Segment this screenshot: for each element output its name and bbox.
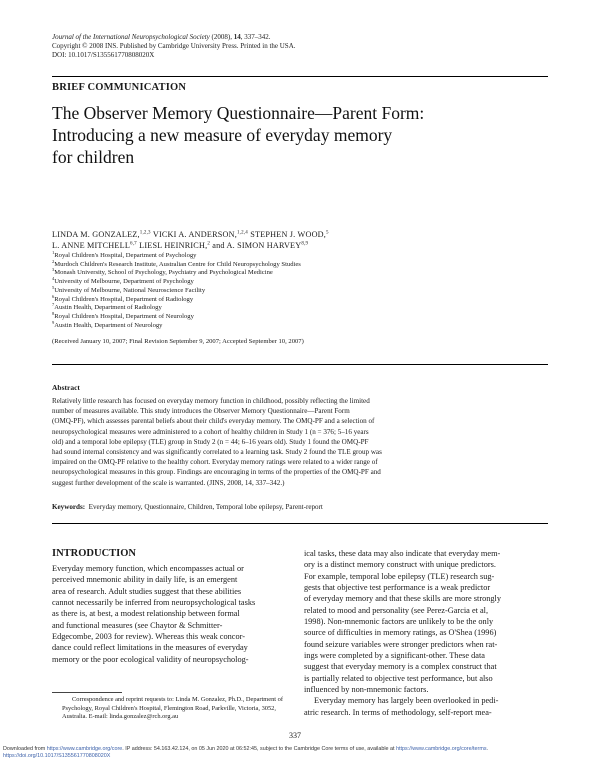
affiliation-item: $^6$Royal Children's Hospital, Department of Radiology xyxy=(52,293,194,303)
affiliation-list xyxy=(52,249,552,330)
author-name: L. ANNE MITCHELL xyxy=(52,241,131,250)
terms-link[interactable]: https://www.cambridge.org/core/terms xyxy=(396,746,487,752)
abstract-line: neuropsychological measures in this group. Findings are encouraging in terms of the properties of the OMQ-PF and xyxy=(52,468,381,477)
journal-header xyxy=(52,33,296,60)
author-sup: 8,9 xyxy=(301,241,309,247)
abstract-bottom-rule xyxy=(52,523,548,524)
page-number: 337 xyxy=(289,731,301,740)
body-line: source of difficulties in memory ratings, as O'Shea (1996) xyxy=(304,628,497,638)
body-line: dance could reflect limitations in the measures of everyday xyxy=(52,643,248,653)
body-line: suggest that everyday memory is a complex construct that xyxy=(304,662,497,672)
title-line: Introducing a new measure of everyday memory xyxy=(52,125,393,145)
doi-line: DOI: 10.1017/S135561770808020X xyxy=(52,51,155,59)
author-line xyxy=(52,240,552,251)
copyright-line: Copyright © 2008 INS. Published by Cambridge University Press. Printed in the USA. xyxy=(52,42,296,50)
body-line: as there is, at best, a modest relationship between formal xyxy=(52,609,240,619)
affiliation-item: $^7$Austin Health, Department of Radiology xyxy=(52,302,162,312)
author-name: LINDA M. GONZALEZ, xyxy=(52,230,140,239)
download-notice: Downloaded from https://www.cambridge.org/core. IP address: 54.163.42.124, on 05 Jun 2020 at 06:52:45, subject to the Cambridge Core terms of use, available at https://www.cambridge.org/core/terms. https://doi.org/10.1017/S135561770808020X xyxy=(3,746,489,760)
received-dates: (Received January 10, 2007; Final Revision September 9, 2007; Accepted September 10, 2007) xyxy=(52,338,304,345)
body-line: ical tasks, these data may also indicate that everyday mem- xyxy=(304,549,501,558)
author-sup: 2 xyxy=(207,241,211,247)
body-line: Everyday memory has largely been overlooked in pedi- xyxy=(314,696,499,706)
keywords-text: Everyday memory, Questionnaire, Children, Temporal lobe epilepsy, Parent-report xyxy=(88,503,323,511)
doi-link[interactable]: https://doi.org/10.1017/S135561770808020X xyxy=(3,753,111,760)
abstract-line: impaired on the OMQ-PF relative to the healthy cohort. Everyday memory ratings were related to a wider range of xyxy=(52,458,378,467)
article-title xyxy=(52,102,522,168)
abstract-line: Relatively little research has focused on everyday memory function in childhood, possibly reflecting the limited xyxy=(52,397,370,405)
author-sup: 1,2,4 xyxy=(236,230,248,236)
body-line: cannot necessarily be inferred from neuropsychological tasks xyxy=(52,598,256,608)
keywords-label: Keywords: xyxy=(52,503,86,511)
body-line: For example, temporal lobe epilepsy (TLE) research sug- xyxy=(304,571,495,581)
author-name: LIESL HEINRICH, xyxy=(136,241,208,250)
body-line: is partially related to objective test performance, but also xyxy=(304,673,493,683)
affiliation-item: $^8$Royal Children's Hospital, Department of Neurology xyxy=(52,310,194,320)
body-line: ory is a distinct memory construct with unique predictors. xyxy=(304,560,496,570)
header-rule xyxy=(52,76,548,77)
affiliation-item: $^1$Royal Children's Hospital, Department of Psychology xyxy=(52,249,197,259)
author-list xyxy=(52,229,552,251)
author-line xyxy=(52,229,552,240)
affiliation-item: $^4$University of Melbourne, Department of Psychology xyxy=(52,275,194,286)
left-column xyxy=(52,563,292,665)
body-line: and functional measures (see Chaytor & Schmitter- xyxy=(52,620,223,630)
abstract-line: (OMQ-PF), which assesses parental beliefs about their child's everyday memory. The OMQ-PF and a selection of xyxy=(52,417,375,426)
body-line: perceived mnemonic ability in daily life, is an emergent xyxy=(52,575,238,585)
affiliation-item: $^2$Murdoch Children's Research Institute, Australian Centre for Child Neuropsychology Studies xyxy=(52,258,301,268)
affiliation-item: $^5$University of Melbourne, National Neuroscience Facility xyxy=(52,284,206,294)
abstract-top-rule xyxy=(52,364,548,365)
body-line: 1998). Non-mnemonic factors are unlikely to be the only xyxy=(304,617,494,627)
body-line: atric research. In terms of methodology, self-report mea- xyxy=(304,707,492,717)
abstract-line: neuropsychological measures were administered to a cohort of healthy children in Study 1 (n = 376; 5–16 years xyxy=(52,427,369,436)
cambridge-core-link[interactable]: https://www.cambridge.org/core xyxy=(46,746,123,752)
abstract-line: number of measures available. This study introduces the Observer Memory Questionnaire—Parent Form xyxy=(52,407,350,416)
author-sup: 5 xyxy=(326,230,329,236)
footnote-rule xyxy=(52,692,122,693)
body-line: related to mood and personality (see Perez-Garcia et al, xyxy=(304,605,489,615)
body-line: Edgecombe, 2003 for review). Whereas this weak concor- xyxy=(52,632,245,642)
correspondence-footnote: Correspondence and reprint requests to: Linda M. Gonzalez, Ph.D., Department of Psychology, Royal Children's Hospital, Flemington Road, Parkville, Victoria, 3052, Australia. E-mail: linda.gonzalez@rch.org.au xyxy=(62,696,284,721)
title-line: The Observer Memory Questionnaire—Parent Form: xyxy=(52,103,425,123)
right-column xyxy=(304,548,546,718)
introduction-heading: INTRODUCTION xyxy=(52,548,137,559)
body-line: influenced by non-mnemonic factors. xyxy=(304,685,429,695)
body-line: ings were completed by a significant-other. These data xyxy=(304,651,485,661)
body-line: area of research. Adult studies suggest that these abilities xyxy=(52,586,242,596)
author-sup: 1,2,3 xyxy=(139,230,151,236)
abstract-heading: Abstract xyxy=(52,383,80,392)
author-sup: 6,7 xyxy=(130,241,137,247)
author-name: VICKI A. ANDERSON, xyxy=(150,230,237,239)
abstract-line: suggest further development of the scale is warranted. (JINS, 2008, 14, 337–342.) xyxy=(52,478,285,487)
abstract-line: had sound internal consistency and was significantly correlated to a learning task. Study 2 found the TLE group was xyxy=(52,448,382,457)
body-line: Everyday memory function, which encompasses actual or xyxy=(52,564,244,573)
abstract-body xyxy=(52,396,544,488)
section-label: BRIEF COMMUNICATION xyxy=(52,82,187,93)
body-line: of everyday memory and that these skills are more strongly xyxy=(304,594,501,604)
title-line: for children xyxy=(52,147,135,167)
body-line: memory or the poor ecological validity of neuropsycholog- xyxy=(52,654,249,664)
body-line: gests that objective test performance is a weak predictor xyxy=(304,583,491,593)
keywords xyxy=(52,503,323,511)
journal-citation: Journal of the International Neuropsychological Society (2008), 14, 337–342. xyxy=(52,33,271,41)
abstract-line: old) and a temporal lobe epilepsy (TLE) group in Study 2 (n = 44; 6–16 years old). Study 1 found the OMQ-PF xyxy=(52,437,369,446)
author-name: STEPHEN J. WOOD, xyxy=(247,230,327,239)
affiliation-item: $^9$Austin Health, Department of Neurology xyxy=(52,319,163,329)
author-name: and A. SIMON HARVEY xyxy=(210,241,302,250)
body-line: found seizure variables were stronger predictors when rat- xyxy=(304,639,498,649)
affiliation-item: $^3$Monash University, School of Psychology, Psychiatry and Psychological Medicine xyxy=(52,267,273,277)
